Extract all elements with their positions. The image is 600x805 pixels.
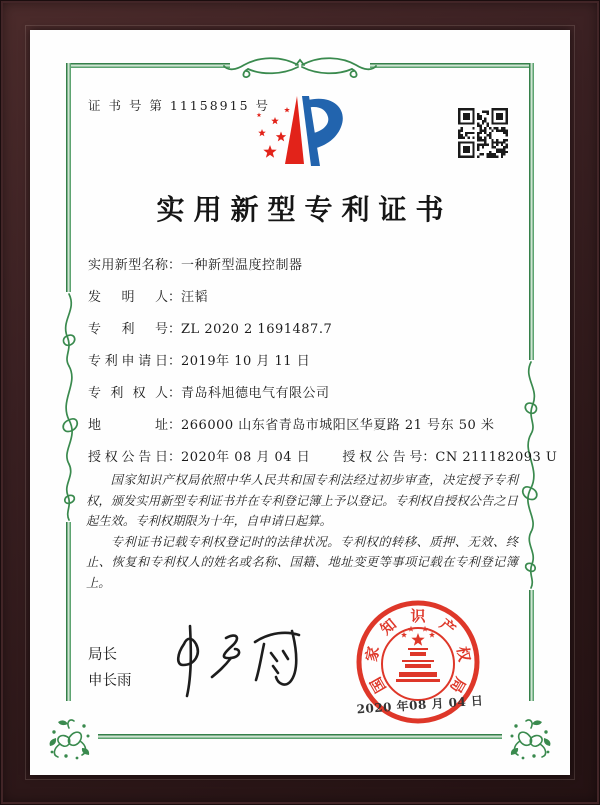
signature-handwriting: [148, 618, 328, 713]
field-row-name: [88, 250, 518, 282]
certificate-title: 实用新型专利证书: [156, 193, 453, 226]
signer-block: [88, 642, 132, 694]
scroll-ornament-left-icon: [55, 292, 83, 522]
colon: ：: [422, 450, 436, 465]
floral-corner-left-icon: [44, 712, 94, 762]
field-value: 2019年 10 月 11 日: [181, 354, 311, 369]
svg-text:国: 国: [366, 673, 390, 697]
field-value: 一种新型温度控制器: [181, 258, 303, 273]
field-label: 发明人: [88, 290, 168, 305]
colon: ：: [168, 354, 182, 369]
border-line-bottom: [98, 734, 502, 739]
colon: ：: [168, 386, 182, 401]
colon: ：: [168, 450, 182, 465]
field-label: 授权公告日: [88, 450, 168, 465]
qr-code-icon: [458, 108, 508, 158]
field-value: 汪韬: [181, 290, 209, 305]
field-label: 实用新型名称: [88, 258, 168, 273]
field-row-filing-date: [88, 346, 518, 378]
field-row-address: [88, 410, 518, 442]
field-group-grant-no: [342, 450, 557, 465]
svg-text:权: 权: [453, 645, 474, 663]
field-value: CN 211182093 U: [435, 450, 558, 465]
legal-paragraph-2: 专利证书记载专利权登记时的法律状况。专利权的转移、质押、无效、终止、恢复和专利权人的姓名或名称、国籍、地址变更等事项记载在专利登记簿上。: [86, 534, 518, 590]
field-row-patent-no: [88, 314, 518, 346]
seal-date: 2020 年08 月 04 日: [356, 693, 484, 717]
field-value: ZL 2020 2 1691487.7: [181, 322, 333, 337]
signer-name: 申长雨: [88, 673, 132, 689]
logo-stars: [257, 107, 290, 158]
svg-text:识: 识: [410, 607, 426, 625]
field-group-grant-date: [88, 450, 314, 465]
national-emblem-icon: [396, 648, 440, 682]
field-row-patentee: [88, 378, 518, 410]
field-row-inventor: [88, 282, 518, 314]
field-value: 2020年 08 月 04 日: [181, 450, 311, 465]
svg-text:家: 家: [362, 645, 383, 663]
signer-title: 局长: [88, 647, 117, 663]
legal-paragraph-1: 国家知识产权局依照中华人民共和国专利法经过初步审查，决定授予专利权，颁发实用新型专利证书并在专利登记簿上予以登记。专利权自授权公告之日起生效。专利权期限为十年，自申请日起算。: [86, 473, 518, 528]
certificate-paper: [30, 30, 570, 775]
colon: ：: [168, 418, 182, 433]
field-label: 专利申请日: [88, 354, 168, 369]
field-value: 266000 山东省青岛市城阳区华夏路 21 号东 50 米: [181, 418, 495, 433]
colon: ：: [168, 322, 182, 337]
scroll-ornament-right-icon: [517, 360, 545, 590]
colon: ：: [168, 258, 182, 273]
cnipa-logo-icon: [252, 90, 348, 176]
field-value: 青岛科旭德电气有限公司: [181, 386, 330, 401]
flourish-top-icon: [220, 52, 380, 82]
legal-text: [86, 470, 518, 593]
field-label: 地址: [88, 418, 168, 433]
field-label: 专利权人: [88, 386, 168, 401]
svg-text:产: 产: [436, 615, 460, 639]
svg-text:知: 知: [376, 615, 400, 639]
fields-block: [88, 250, 558, 474]
certificate-number: 证 书 号 第 11158915 号: [88, 98, 270, 113]
floral-corner-right-icon: [506, 712, 556, 762]
svg-text:局: 局: [446, 673, 470, 697]
colon: ：: [168, 290, 182, 305]
field-label: 专利号: [88, 322, 168, 337]
field-label: 授权公告号: [342, 450, 423, 465]
